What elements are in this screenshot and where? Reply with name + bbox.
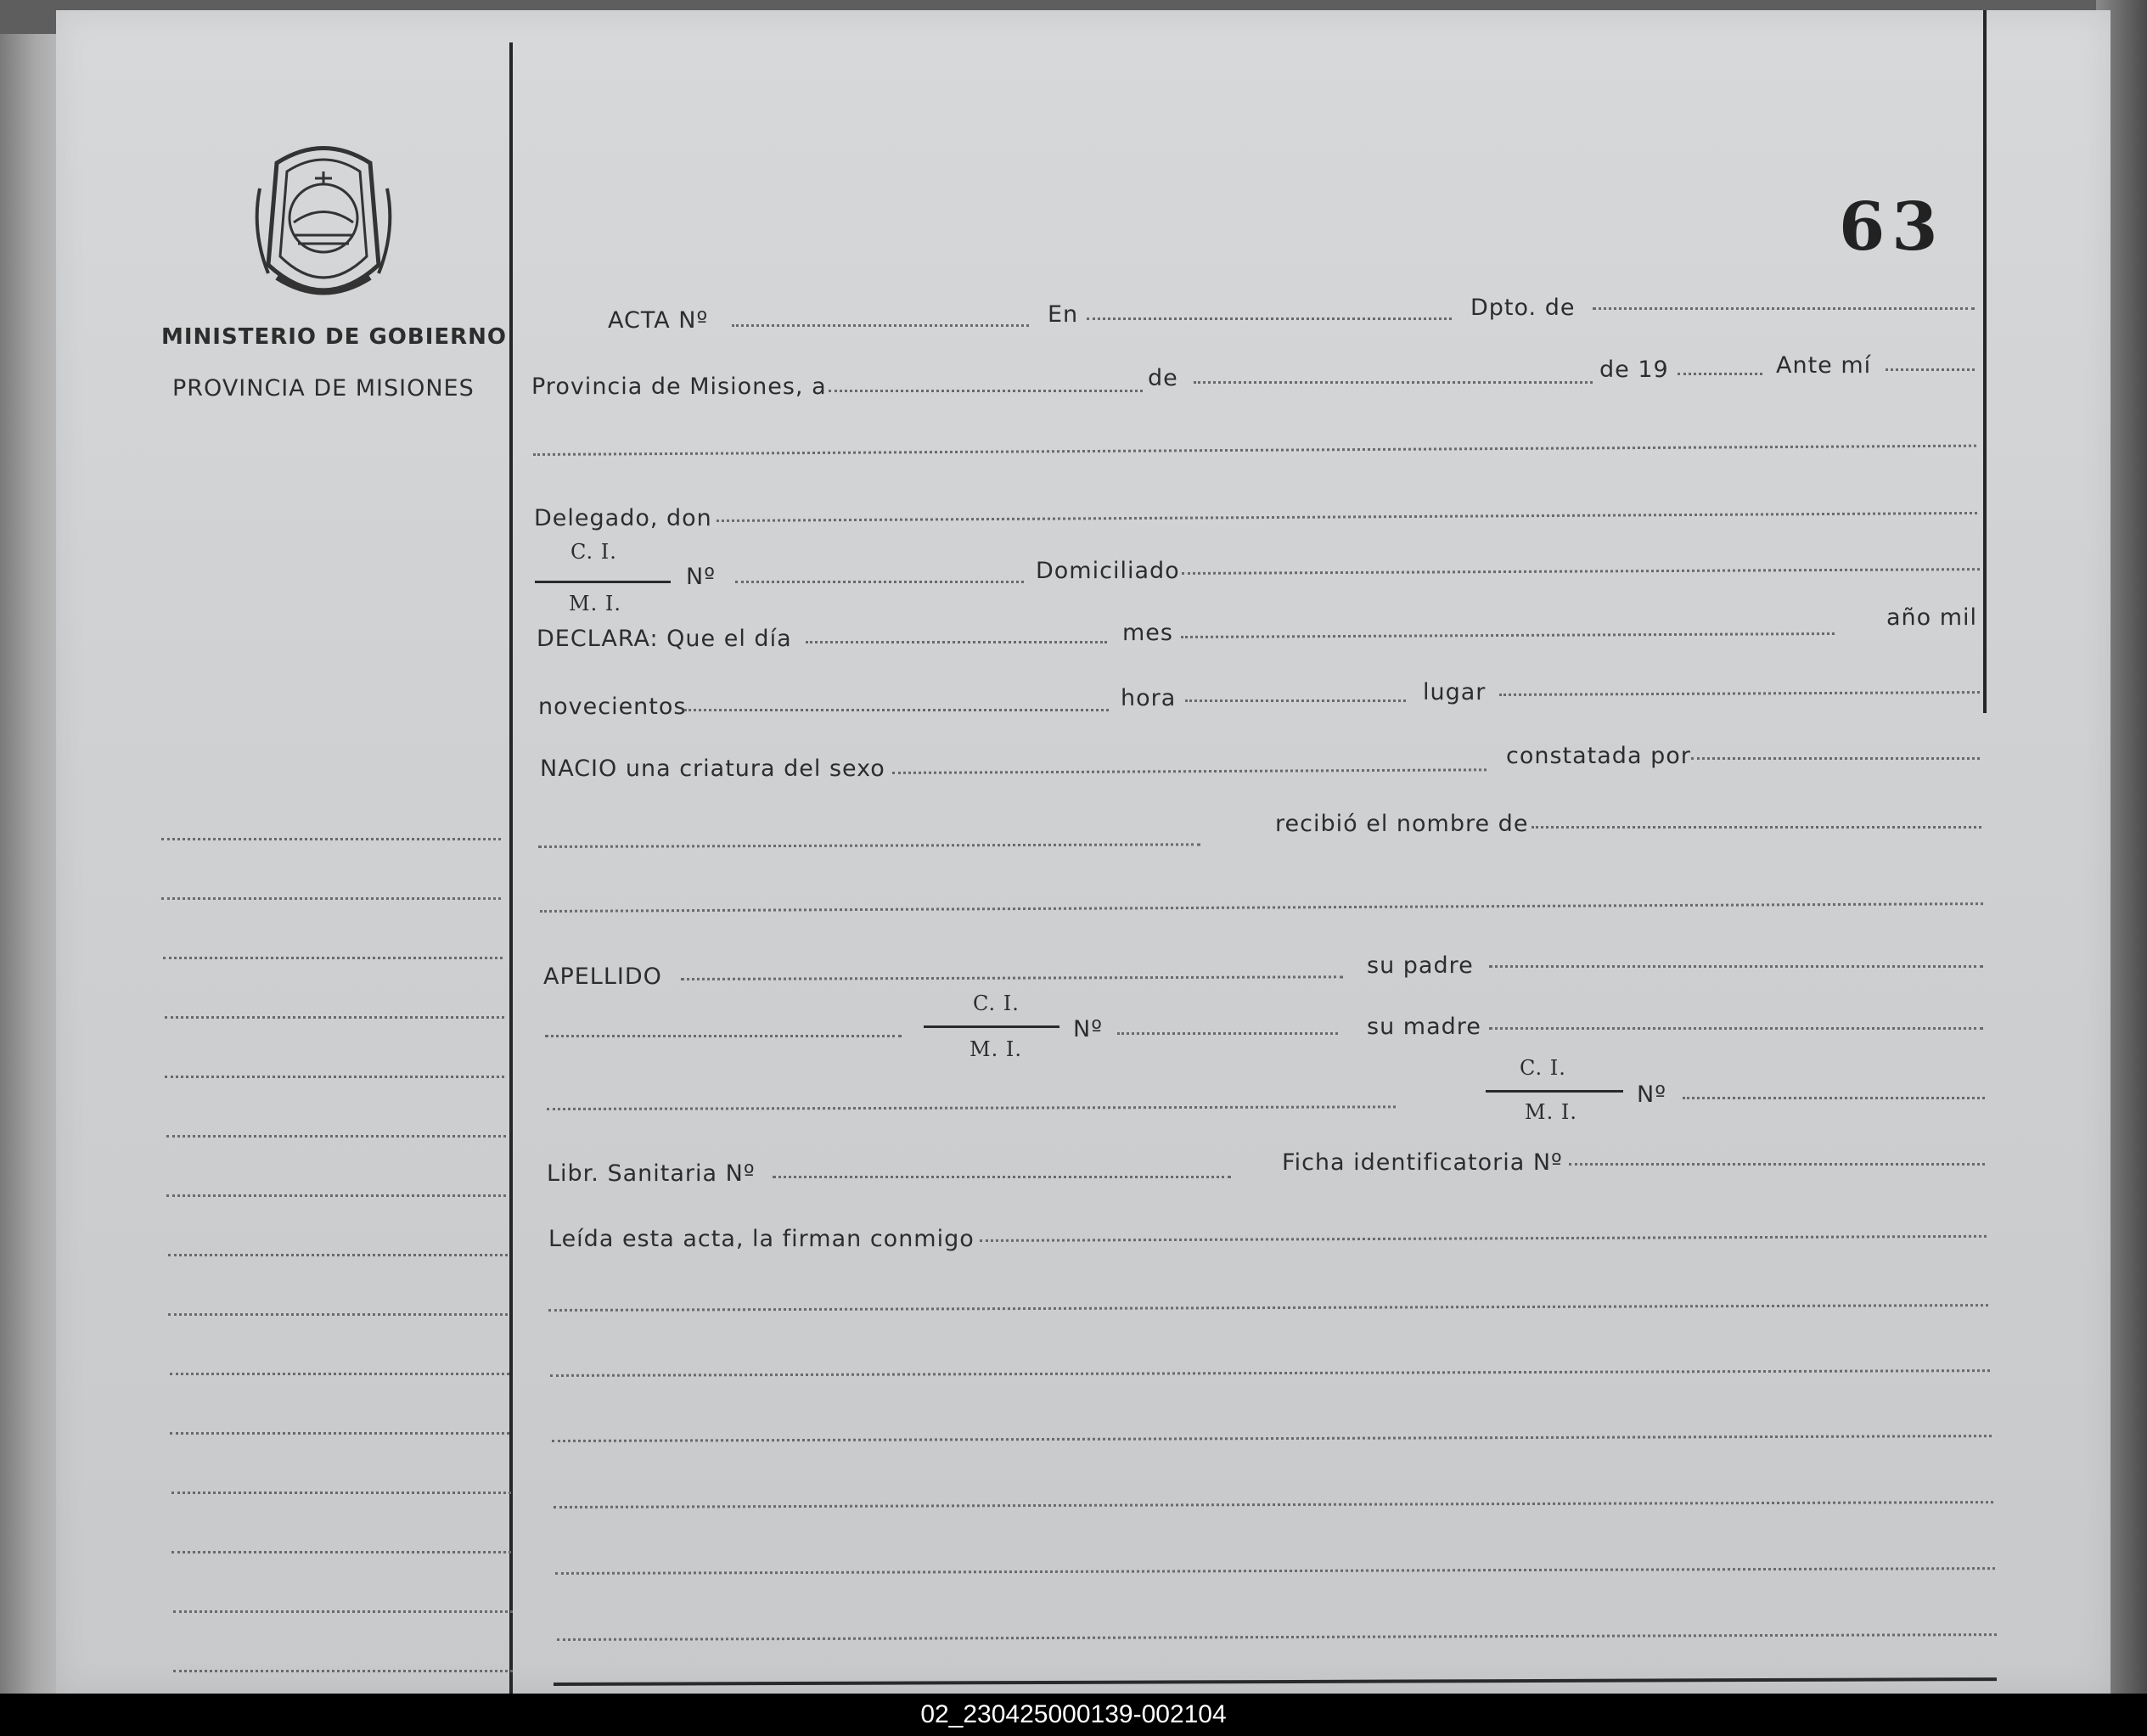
nacio-label: NACIO una criatura del sexo xyxy=(540,756,885,782)
margin-line xyxy=(166,1194,506,1197)
signature-line[interactable] xyxy=(552,1435,1992,1442)
margin-line xyxy=(170,1373,509,1375)
margin-line xyxy=(161,838,501,840)
lugar-field[interactable] xyxy=(1499,691,1980,696)
recibio-label: recibió el nombre de xyxy=(1275,811,1529,837)
ci-number-field[interactable] xyxy=(735,581,1024,583)
declara-label: DECLARA: Que el día xyxy=(537,626,792,652)
su-madre-label: su madre xyxy=(1367,1014,1481,1040)
ci-fraction-bar xyxy=(535,581,671,583)
acta-label: ACTA Nº xyxy=(608,307,709,334)
signature-line[interactable] xyxy=(554,1501,1993,1508)
en-label: En xyxy=(1048,301,1079,328)
signature-line[interactable] xyxy=(550,1369,1990,1377)
lugar-label: lugar xyxy=(1423,679,1487,705)
signature-line[interactable] xyxy=(555,1567,1995,1575)
en-field[interactable] xyxy=(1087,317,1452,320)
domiciliado-field[interactable] xyxy=(1182,568,1980,575)
ante-mi-field[interactable] xyxy=(1886,368,1975,371)
madre-mi-label: M. I. xyxy=(1525,1100,1577,1124)
province-seal-icon xyxy=(243,138,404,316)
constatada-label: constatada por xyxy=(1506,743,1691,769)
hora-field[interactable] xyxy=(1185,699,1406,702)
padre-continued-field[interactable] xyxy=(545,1035,902,1037)
su-padre-field[interactable] xyxy=(1489,965,1983,968)
novecientos-label: novecientos xyxy=(538,694,687,720)
left-divider xyxy=(509,42,513,1694)
sexo-field[interactable] xyxy=(892,768,1487,774)
declara-day-field[interactable] xyxy=(806,641,1107,643)
mi-label: M. I. xyxy=(569,592,621,615)
margin-line xyxy=(168,1313,508,1316)
apellido-label: APELLIDO xyxy=(543,964,662,990)
ministry-label: MINISTERIO DE GOBIERNO xyxy=(161,324,508,350)
delegado-field[interactable] xyxy=(717,512,1977,522)
signature-line[interactable] xyxy=(557,1633,1997,1641)
de-label: de xyxy=(1148,365,1178,391)
constatada-field[interactable] xyxy=(1691,757,1980,760)
dpto-field[interactable] xyxy=(1593,307,1975,310)
acta-field[interactable] xyxy=(732,324,1029,327)
month-field[interactable] xyxy=(1194,381,1593,384)
ci-label: C. I. xyxy=(570,540,617,564)
su-madre-field[interactable] xyxy=(1489,1027,1983,1030)
margin-line xyxy=(161,897,501,900)
leida-label: Leída esta acta, la firman conmigo xyxy=(548,1226,975,1252)
margin-line xyxy=(171,1551,511,1553)
constatada-continued-field[interactable] xyxy=(538,843,1200,848)
province-label: PROVINCIA DE MISIONES xyxy=(172,375,475,402)
margin-line xyxy=(166,1135,506,1138)
page-number: 63 xyxy=(1839,188,1945,266)
mes-field[interactable] xyxy=(1181,632,1835,638)
madre-number-field[interactable] xyxy=(1683,1097,1985,1099)
ano-mil-label: año mil xyxy=(1886,604,1978,631)
novecientos-field[interactable] xyxy=(684,709,1109,711)
day-field[interactable] xyxy=(829,390,1143,392)
madre-no-label: Nº xyxy=(1637,1081,1666,1108)
register-page xyxy=(56,10,2110,1694)
margin-line xyxy=(165,1016,504,1019)
madre-ci-label: C. I. xyxy=(1520,1056,1566,1080)
padre-mi-label: M. I. xyxy=(970,1037,1022,1061)
apellido-field[interactable] xyxy=(681,975,1343,980)
blank-line[interactable] xyxy=(533,445,1976,456)
nombre-field[interactable] xyxy=(1532,826,1981,829)
margin-line xyxy=(170,1432,509,1435)
no-label: Nº xyxy=(686,564,716,590)
margin-line xyxy=(171,1492,511,1494)
madre-ci-fraction-bar xyxy=(1486,1090,1623,1093)
margin-line xyxy=(168,1254,508,1256)
provincia-label: Provincia de Misiones, a xyxy=(531,374,827,400)
scan-id: 02_230425000139-002104 xyxy=(920,1700,1227,1728)
libr-sanitaria-field[interactable] xyxy=(773,1176,1231,1178)
year-label: de 19 xyxy=(1599,357,1669,383)
hora-label: hora xyxy=(1121,685,1177,711)
ficha-label: Ficha identificatoria Nº xyxy=(1282,1149,1563,1176)
domiciliado-label: Domiciliado xyxy=(1036,558,1180,584)
margin-line xyxy=(173,1610,513,1613)
year-field[interactable] xyxy=(1678,373,1762,375)
signature-line[interactable] xyxy=(548,1304,1988,1312)
padre-number-field[interactable] xyxy=(1117,1032,1338,1035)
scan-footer xyxy=(0,1694,2147,1736)
leida-field[interactable] xyxy=(980,1235,1987,1242)
dpto-label: Dpto. de xyxy=(1470,295,1576,321)
su-padre-label: su padre xyxy=(1367,952,1474,979)
book-left-edge xyxy=(0,34,59,1694)
madre-continued-field[interactable] xyxy=(547,1105,1396,1110)
mes-label: mes xyxy=(1122,620,1173,646)
padre-ci-fraction-bar xyxy=(924,1025,1059,1028)
delegado-label: Delegado, don xyxy=(534,505,712,531)
libr-sanitaria-label: Libr. Sanitaria Nº xyxy=(547,1160,756,1187)
ficha-field[interactable] xyxy=(1569,1163,1985,1166)
margin-line xyxy=(163,957,503,959)
margin-line xyxy=(173,1670,513,1672)
right-border xyxy=(1983,10,1987,713)
bottom-rule xyxy=(554,1677,1997,1686)
padre-ci-label: C. I. xyxy=(973,992,1020,1015)
padre-no-label: Nº xyxy=(1073,1016,1103,1042)
margin-line xyxy=(165,1076,504,1078)
blank-line[interactable] xyxy=(540,902,1983,913)
ante-mi-label: Ante mí xyxy=(1776,352,1872,379)
